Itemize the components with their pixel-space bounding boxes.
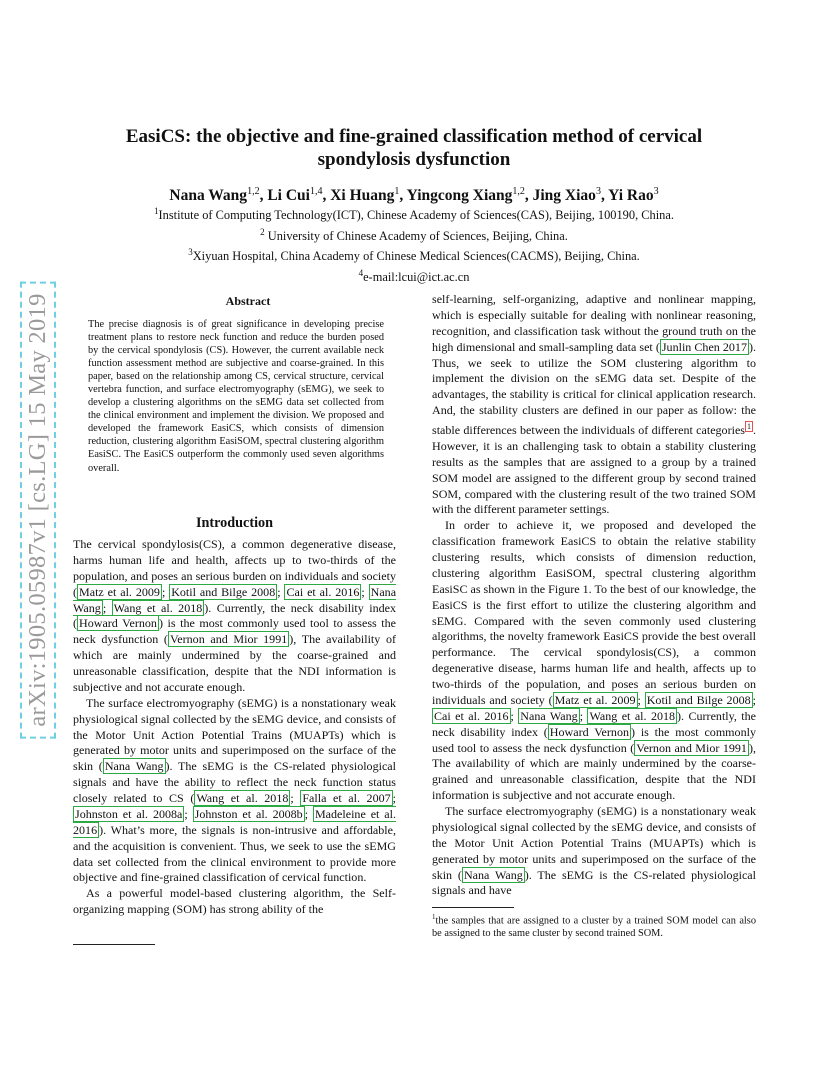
author-name: Yingcong Xiang	[406, 187, 513, 205]
body-text: The cervical spondylosis(CS), a common degenerative disease, harms human life and health, affects up to two-thirds of the population, and poses an serious burden on individuals and society (	[73, 537, 396, 599]
affiliation-mark: 1	[154, 206, 159, 216]
body-text: ;	[290, 791, 301, 805]
footnote-text: the samples that are assigned to a cluster by a trained SOM model can also be assigned to the same cluster by second trained SOM.	[432, 915, 756, 940]
affiliation-list	[70, 203, 758, 286]
left-column	[73, 537, 396, 918]
intro-paragraph-2	[73, 696, 396, 887]
citation-link[interactable]: Nana Wang	[104, 759, 164, 774]
citation-link[interactable]: Vernon and Mior 1991	[636, 740, 747, 755]
citation-link[interactable]: Matz et al. 2009	[79, 584, 160, 599]
intro-paragraph-1	[73, 537, 396, 696]
affiliation-line	[70, 203, 758, 224]
citation-link[interactable]: Wang et al. 2018	[196, 791, 289, 805]
author-name: Jing Xiao	[532, 187, 596, 205]
author-affiliation-mark: 1,4	[309, 186, 323, 197]
body-text: ). The sEMG is the CS-related physiological signals and have the ability to reflect the neck function status closely related to CS (	[73, 759, 396, 805]
citation-link[interactable]: Madeleine et al. 2016	[73, 806, 396, 837]
body-text: ) is the most commonly used tool to assess the neck dysfunction (	[73, 616, 396, 647]
body-text: ;	[102, 600, 112, 615]
citation-link[interactable]: Nana Wang	[73, 584, 397, 615]
author-affiliation-mark: 1	[394, 186, 400, 197]
citation-link[interactable]: Matz et al. 2009	[554, 692, 636, 707]
author-affiliation-mark: 3	[653, 186, 659, 197]
affiliation-mark: 2	[260, 226, 265, 237]
footnote	[432, 911, 756, 940]
affiliation-text: Institute of Computing Technology(ICT), Chinese Academy of Sciences(CAS), Beijing, 100190, China.	[158, 208, 674, 223]
body-text: ). Currently, the neck disability index (	[73, 600, 397, 631]
citation-link[interactable]: Junlin Chen 2017	[661, 339, 747, 354]
body-text: ;	[637, 692, 645, 707]
body-text: ). What’s more, the signals is non-intrusive and affordable, and the acquisition is convenient. Thus, we seek to use the sEMG data set collected from the clinical environment to provide more objective and fine-grained classification of cervical function.	[73, 822, 396, 885]
citation-link[interactable]: Falla et al. 2007	[302, 791, 391, 805]
citation-link[interactable]: Johnston et al. 2008a	[75, 806, 183, 821]
body-text: As a powerful model-based clustering algorithm, the Self-organizing mapping (SOM) has strong ability of the	[73, 886, 396, 917]
citation-link[interactable]: Kotil and Bilge 2008	[646, 692, 751, 707]
body-text: ). The sEMG is the CS-related physiological signals and have	[432, 867, 756, 898]
author-name: Nana Wang	[169, 187, 248, 205]
body-text: ), The availability of which are mainly undermined by the coarse-grained and unreasonable classification, despite that the NDI information is subjective and not accurate enough.	[432, 740, 756, 803]
citation-link[interactable]: Cai et al. 2016	[286, 584, 360, 599]
author-name: Xi Huang	[330, 187, 395, 205]
citation-link[interactable]: Howard Vernon	[79, 616, 157, 631]
intro-paragraph-4	[432, 518, 756, 804]
body-text: ;	[361, 584, 369, 599]
body-text: ;	[579, 708, 588, 723]
body-text: The surface electromyography (sEMG) is a nonstationary weak physiological signal collected by the sEMG device, and consists of the Motor Unit Action Potential Trains (MUAPTs) which is generated by motor units and superimposed on the surface of the skin (	[73, 695, 396, 774]
title-line-1: EasiCS: the objective and fine-grained classification method of cervical	[125, 126, 703, 147]
citation-link[interactable]: Vernon and Mior 1991	[169, 632, 288, 647]
right-column	[432, 292, 756, 899]
author-affiliation-mark: 1,2	[512, 186, 525, 197]
affiliation-line	[70, 244, 758, 265]
affiliation-text: Xiyuan Hospital, China Academy of Chinese Medical Sciences(CACMS), Beijing, China.	[192, 249, 640, 264]
abstract-text: The precise diagnosis is of great significance in developing precise treatment plans to restore neck function and reduce the burden posed by the cervical spondylosis (CS). However, the current available neck function assessment method are subjective and coarse-grained. In this paper, based on the relationship among CS, cervical structure, cervical vertebra function, and surface electromyography (sEMG), we seek to develop a clustering algorithms on the sEMG data set collected from the clinical environment and implement the division. We proposed and developed the framework EasiCS, which consists of dimension reduction, clustering algorithm EasiSOM, spectral clustering algorithm EasiSC. The EasiCS outperform the commonly used seven algorithms overall.	[88, 319, 384, 474]
body-text: ;	[304, 806, 313, 821]
body-text: ;	[752, 692, 757, 707]
body-text: self-learning, self-organizing, adaptive and nonlinear mapping, which is especially suitable for dealing with nonlinear reasoning, recognition, and classification task without the ground truth on the high dimensional and small-sampling data set (	[432, 292, 756, 354]
intro-paragraph-5	[432, 804, 756, 899]
body-text: ). Thus, we seek to utilize the SOM clustering algorithm to implement the division on the sEMG data set. Despite of the advantages, the stability is critical for clinical application research. And, the stability clusters are defined in our paper as follow: the stable differences between the individuals of different categories	[432, 339, 757, 438]
citation-link[interactable]: Wang et al. 2018	[113, 600, 203, 615]
author-name: Yi Rao	[608, 187, 654, 205]
citation-link[interactable]: Johnston et al. 2008b	[194, 806, 303, 821]
abstract-heading: Abstract	[225, 294, 271, 308]
author-affiliation-mark: 1,2	[247, 186, 260, 197]
body-text: ). Currently, the neck disability index (	[432, 708, 757, 739]
arxiv-stamp[interactable]	[10, 248, 66, 772]
arxiv-stamp-text[interactable]: arXiv:1905.05987v1 [cs.LG] 15 May 2019	[20, 281, 56, 738]
citation-link[interactable]: Howard Vernon	[549, 724, 629, 739]
affiliation-mark: 4	[358, 268, 364, 279]
intro-paragraph-3-start	[73, 886, 396, 918]
citation-link[interactable]: Nana Wang	[520, 708, 578, 723]
introduction-heading: Introduction	[196, 515, 273, 531]
paper-title	[70, 126, 758, 171]
footnote-link[interactable]: 1	[746, 422, 751, 431]
affiliation-line	[70, 265, 758, 286]
footnote-rule-left	[73, 944, 155, 945]
author-name: Li Cui	[267, 187, 310, 205]
footnote-mark: 1	[432, 913, 436, 921]
citation-link[interactable]: Nana Wang	[463, 867, 523, 882]
body-text: ;	[161, 584, 170, 599]
title-line-2: spondylosis dysfunction	[317, 148, 511, 170]
citation-link[interactable]: Kotil and Bilge 2008	[171, 584, 276, 599]
affiliation-text: e-mail:lcui@ict.ac.cn	[363, 270, 470, 285]
affiliation-line	[70, 224, 758, 245]
affiliation-mark: 3	[188, 247, 193, 258]
body-text: ), The availability of which are mainly undermined by the coarse-grained and unreasonable classification, despite that the NDI information is subjective and not accurate enough.	[73, 632, 396, 694]
body-text: ) is the most commonly used tool to assess the neck dysfunction (	[432, 724, 756, 755]
author-affiliation-mark: 3	[595, 186, 601, 197]
body-text: ;	[184, 806, 193, 821]
citation-link[interactable]: Wang et al. 2018	[589, 708, 676, 723]
footnote-rule-right	[432, 907, 514, 908]
body-text: . However, it is an challenging task to obtain a stability clustering results as the samples that are assigned to a group by a trained SOM model are assigned to the different group by second trained SOM, compared with the clustering result of the two trained SOM with the different parameter settings.	[432, 423, 756, 517]
body-text: ;	[392, 791, 397, 805]
affiliation-text: University of Chinese Academy of Sciences, Beijing, China.	[264, 228, 568, 243]
body-text: The surface electromyography (sEMG) is a nonstationary weak physiological signal collected by the sEMG device, and consists of the Motor Unit Action Potential Trains (MUAPTs) which is generated by motor units and superimposed on the surface of the skin (	[432, 804, 756, 882]
body-text: In order to achieve it, we proposed and developed the classification framework EasiCS to obtain the relative stability clustering results, which consists of dimension reduction, clustering algorithm EasiSOM, spectral clustering algorithm EasiSC as shown in the Figure 1. To the best of our knowledge, the EasiCS is the first effort to utilize the clustering algorithm and sEMG. Compared with the seven commonly used clustering algorithms, the novelty framework EasiCS provide the best overall performance. The cervical spondylosis(CS), a common degenerative disease, harms human life and health, affects up to two-thirds of the population, and poses an serious burden on individuals and society (	[432, 518, 756, 707]
body-text: ;	[510, 708, 519, 723]
citation-link[interactable]: Cai et al. 2016	[434, 708, 509, 723]
intro-paragraph-3-continued	[432, 292, 756, 518]
body-text: ;	[277, 584, 285, 599]
author-list: Nana Wang$^{1,2}$, Li Cui$^{1,4}$, Xi Huang$^1$, Yingcong Xiang$^{1,2}$, Jing Xiao$^3$, Yi Rao$^3$	[169, 186, 659, 205]
